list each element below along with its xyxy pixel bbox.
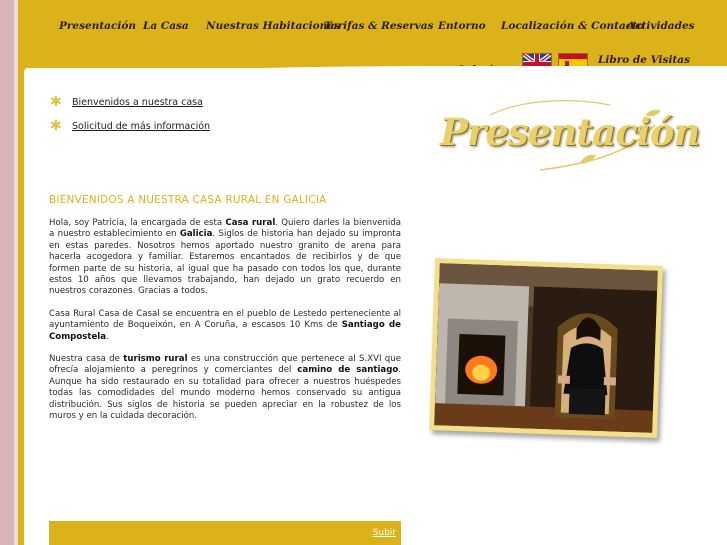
nav-la-casa[interactable]: La Casa [143,20,189,32]
nav-presentacion[interactable]: Presentación [59,20,137,32]
p3-text-3: . Aunque ha sido restaurado en su totalidad para ofrecer a nuestros huéspedes todas las comodidades del mundo moderno hemos conservado su antigua distribución. Sus siglos de historia se pueden apreciar en la robustez de los muros y en la cuidada decoración. [49,365,401,422]
p2-text-1: Casa Rural Casa de Casal se encuentra en el pueblo de Lestedo perteneciente al ayuntamiento de Boqueixón, en A Coruña, a escasos 10 Kms de [49,309,401,331]
link-solicitud-label: Solicitud de más información [72,121,211,132]
link-solicitud[interactable] [50,120,210,133]
p1-text-3: . Siglos de historia han dejado su impronta en estas paredes. Nosotros hemos aportado nuestro granito de arena para hacerla acogedora y familiar. Estaremos encantados de recibirlos y de que formen parte de su historia, al igual que ha pasado con todos los que, durante estos 10 años que llevamos trabajando, han dejado un grato recuerdo en nuestros corazones. Gracias a todos. [49,229,401,297]
p1-bold-2: Galicia [179,229,213,240]
nav-entorno[interactable]: Entorno [438,20,486,32]
p2-text-2: . [106,331,109,342]
link-bienvenidos[interactable] [50,96,203,109]
intro-paragraph [49,218,401,298]
location-paragraph [49,309,401,343]
p1-text-1: Hola, soy Patricia, la encargada de esta [49,218,226,228]
section-heading: BIENVENIDOS A NUESTRA CASA RURAL EN GALICIA [49,194,327,206]
p1-text-2: . Quiero darles la bienvenida a nuestro establecimiento en [49,218,401,240]
p1-bold-1: Casa rural [225,218,276,228]
link-bienvenidos-label: Bienvenidos a nuestra casa [72,97,203,108]
star-icon: ✱ [50,94,62,110]
p3-text-1: Nuestra casa de [49,354,124,364]
nav-tarifas[interactable]: Tarifas & Reservas [324,20,434,32]
p2-bold-1: Santiago de Compostela [49,320,401,342]
back-to-top-link[interactable]: Subir [372,528,396,538]
history-paragraph [49,354,401,422]
nav-libro-line1: Libro de Visitas [598,54,690,66]
footer-bar [49,521,401,545]
page-title: Presentación [440,110,700,154]
photo-image [434,263,658,433]
nav-localizacion[interactable]: Localización & Contacto [501,20,645,32]
nav-actividades[interactable]: Actividades [627,20,695,32]
p3-bold-1: turismo rural [123,354,188,364]
p3-text-2: es una construcción que pertenece al S.XVI que ofrecía alojamiento a peregrinos y comerciantes del [49,354,401,376]
star-icon: ✱ [50,118,62,134]
host-photo [429,258,663,438]
p3-bold-2: camino de santiago [297,365,399,376]
nav-habitaciones[interactable]: Nuestras Habitaciones [206,20,340,32]
